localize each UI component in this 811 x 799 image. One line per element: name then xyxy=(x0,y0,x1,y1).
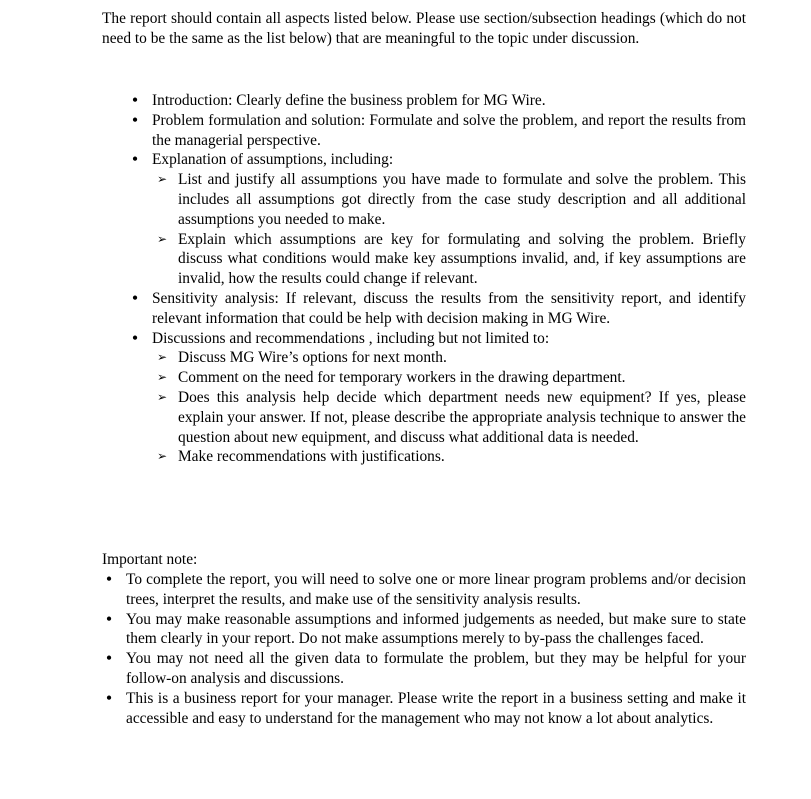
arrow-bullet-icon: ➢ xyxy=(156,370,168,385)
list-item-text: Introduction: Clearly define the business problem for MG Wire. xyxy=(152,92,546,109)
list-item-sensitivity xyxy=(128,289,746,329)
sublist-item-text: Explain which assumptions are key for formulating and solving the problem. Briefly discuss what conditions would make key assumptions invalid, and, if key assumptions are invalid, how the results could change if relevant. xyxy=(178,230,746,288)
bullet-icon: • xyxy=(131,109,139,130)
sublist-item-text: Make recommendations with justifications. xyxy=(178,448,445,466)
bullet-icon: • xyxy=(105,687,113,708)
sublist-item-text: Discuss MG Wire’s options for next month. xyxy=(178,349,447,367)
note-item-text: This is a business report for your manager. Please write the report in a business setting and make it accessible and easy to understand for the management who may not know a lot about analytics. xyxy=(126,689,746,727)
note-item xyxy=(102,610,746,650)
list-item-text: Explanation of assumptions, including: xyxy=(152,151,394,169)
sublist-item-text: Does this analysis help decide which department needs new equipment? If yes, please explain your answer. If not, please describe the appropriate analysis technique to answer the question about new equipment, and discuss what additional data is needed. xyxy=(178,388,746,446)
sublist-item xyxy=(152,348,746,368)
important-note-heading: Important note: xyxy=(102,551,198,568)
sublist-container xyxy=(128,170,746,289)
bullet-icon: • xyxy=(105,569,113,589)
sublist-item xyxy=(152,388,746,447)
bullet-icon: • xyxy=(131,149,139,170)
note-item xyxy=(102,649,746,689)
arrow-bullet-icon: ➢ xyxy=(156,389,168,404)
sublist-container xyxy=(128,348,746,467)
list-item-introduction xyxy=(128,91,746,111)
list-item-assumptions xyxy=(128,150,746,170)
discussions-sublist xyxy=(152,348,746,467)
sublist-item xyxy=(152,230,746,289)
note-item xyxy=(102,570,746,610)
arrow-bullet-icon: ➢ xyxy=(156,172,168,187)
intro-paragraph: The report should contain all aspects listed below. Please use section/subsection headings (which do not need to be the same as the list below) that are meaningful to the topic under discussion. xyxy=(102,10,746,47)
sublist-item xyxy=(152,170,746,229)
note-item-text: You may not need all the given data to formulate the problem, but they may be helpful for your follow-on analysis and discussions. xyxy=(126,650,746,687)
sublist-item xyxy=(152,368,746,388)
important-note-list xyxy=(102,570,746,728)
arrow-bullet-icon: ➢ xyxy=(156,231,168,246)
list-item-text: Discussions and recommendations , including but not limited to: xyxy=(152,329,550,347)
note-item xyxy=(102,689,746,729)
assumptions-sublist xyxy=(152,170,746,289)
list-item-text: Sensitivity analysis: If relevant, discuss the results from the sensitivity report, and identify relevant information that could be help with decision making in MG Wire. xyxy=(152,289,746,327)
bullet-icon: • xyxy=(105,648,113,669)
requirements-list xyxy=(128,91,746,467)
list-item-text: Problem formulation and solution: Formulate and solve the problem, and report the results from the managerial perspective. xyxy=(152,111,746,149)
bullet-icon: • xyxy=(131,287,139,308)
arrow-bullet-icon: ➢ xyxy=(156,449,168,464)
list-item-discussions xyxy=(128,329,746,349)
sublist-item xyxy=(152,447,746,467)
sublist-item-text: Comment on the need for temporary workers in the drawing department. xyxy=(178,369,626,387)
note-item-text: To complete the report, you will need to solve one or more linear program problems and/or decision trees, interpret the results, and make use of the sensitivity analysis results. xyxy=(126,571,746,608)
bullet-icon: • xyxy=(131,90,139,110)
bullet-icon: • xyxy=(131,327,139,348)
bullet-icon: • xyxy=(105,608,113,629)
note-item-text: You may make reasonable assumptions and informed judgements as needed, but make sure to state them clearly in your report. Do not make assumptions merely to by-pass the challenges faced. xyxy=(126,610,746,648)
sublist-item-text: List and justify all assumptions you have made to formulate and solve the problem. This includes all assumptions got directly from the case study description and all additional assumptions you needed to make. xyxy=(178,171,746,228)
list-item-problem-formulation xyxy=(128,111,746,151)
arrow-bullet-icon: ➢ xyxy=(156,350,168,365)
